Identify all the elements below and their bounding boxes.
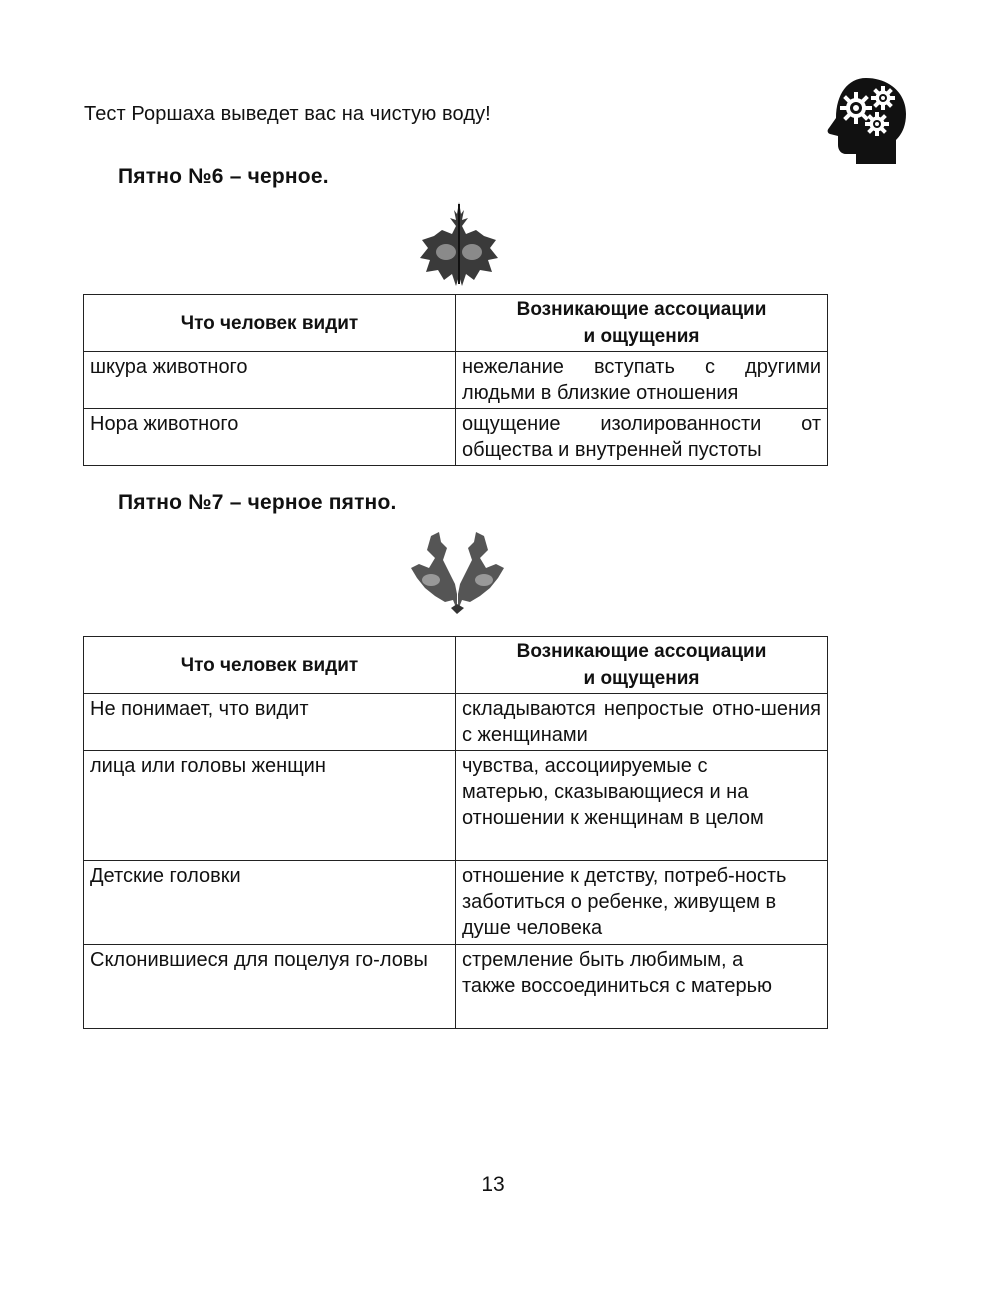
section-heading-blot-7: Пятно №7 – черное пятно.	[118, 491, 397, 514]
column-header-associations	[456, 295, 828, 352]
table-row	[84, 751, 828, 861]
table-row	[84, 352, 828, 409]
associations-table-blot-7	[83, 636, 828, 1029]
cell-associations: отношение к детству, потреб-ность заботиться о ребенке, живущем в душе человека	[456, 861, 828, 945]
inkblot-7-image	[405, 528, 510, 618]
column-header-sees: Что человек видит	[84, 295, 456, 352]
column-header-associations-line1: Возникающие ассоциации	[516, 641, 767, 662]
cell-sees: Детские головки	[84, 861, 456, 945]
column-header-sees: Что человек видит	[84, 637, 456, 694]
running-title: Тест Роршаха выведет вас на чистую воду!	[84, 103, 491, 125]
inkblot-6-image	[418, 200, 500, 288]
cell-associations: чувства, ассоциируемые с матерью, сказывающиеся и на отношении к женщинам в целом	[456, 751, 828, 861]
cell-associations: ощущение изолированности от общества и внутренней пустоты	[456, 409, 828, 466]
section-heading-blot-6: Пятно №6 – черное.	[118, 165, 329, 188]
column-header-associations	[456, 637, 828, 694]
cell-associations: нежелание вступать с другими людьми в близкие отношения	[456, 352, 828, 409]
associations-table-blot-6	[83, 294, 828, 466]
cell-associations: стремление быть любимым, а также воссоединиться с матерью	[456, 945, 828, 1029]
table-header-row	[84, 295, 828, 352]
table-header-row	[84, 637, 828, 694]
table-row	[84, 409, 828, 466]
cell-sees: Не понимает, что видит	[84, 694, 456, 751]
column-header-associations-line1: Возникающие ассоциации	[516, 299, 767, 320]
cell-sees: шкура животного	[84, 352, 456, 409]
column-header-associations-line2: и ощущения	[583, 668, 700, 689]
cell-sees: лица или головы женщин	[84, 751, 456, 861]
cell-sees: Нора животного	[84, 409, 456, 466]
table-row	[84, 861, 828, 945]
table-row	[84, 945, 828, 1029]
column-header-associations-line2: и ощущения	[583, 326, 700, 347]
cell-sees: Склонившиеся для поцелуя го-ловы	[84, 945, 456, 1029]
head-gears-icon	[826, 76, 910, 166]
cell-associations: складываются непростые отно-шения с женщинами	[456, 694, 828, 751]
table-row	[84, 694, 828, 751]
page-number: 13	[481, 1173, 505, 1196]
